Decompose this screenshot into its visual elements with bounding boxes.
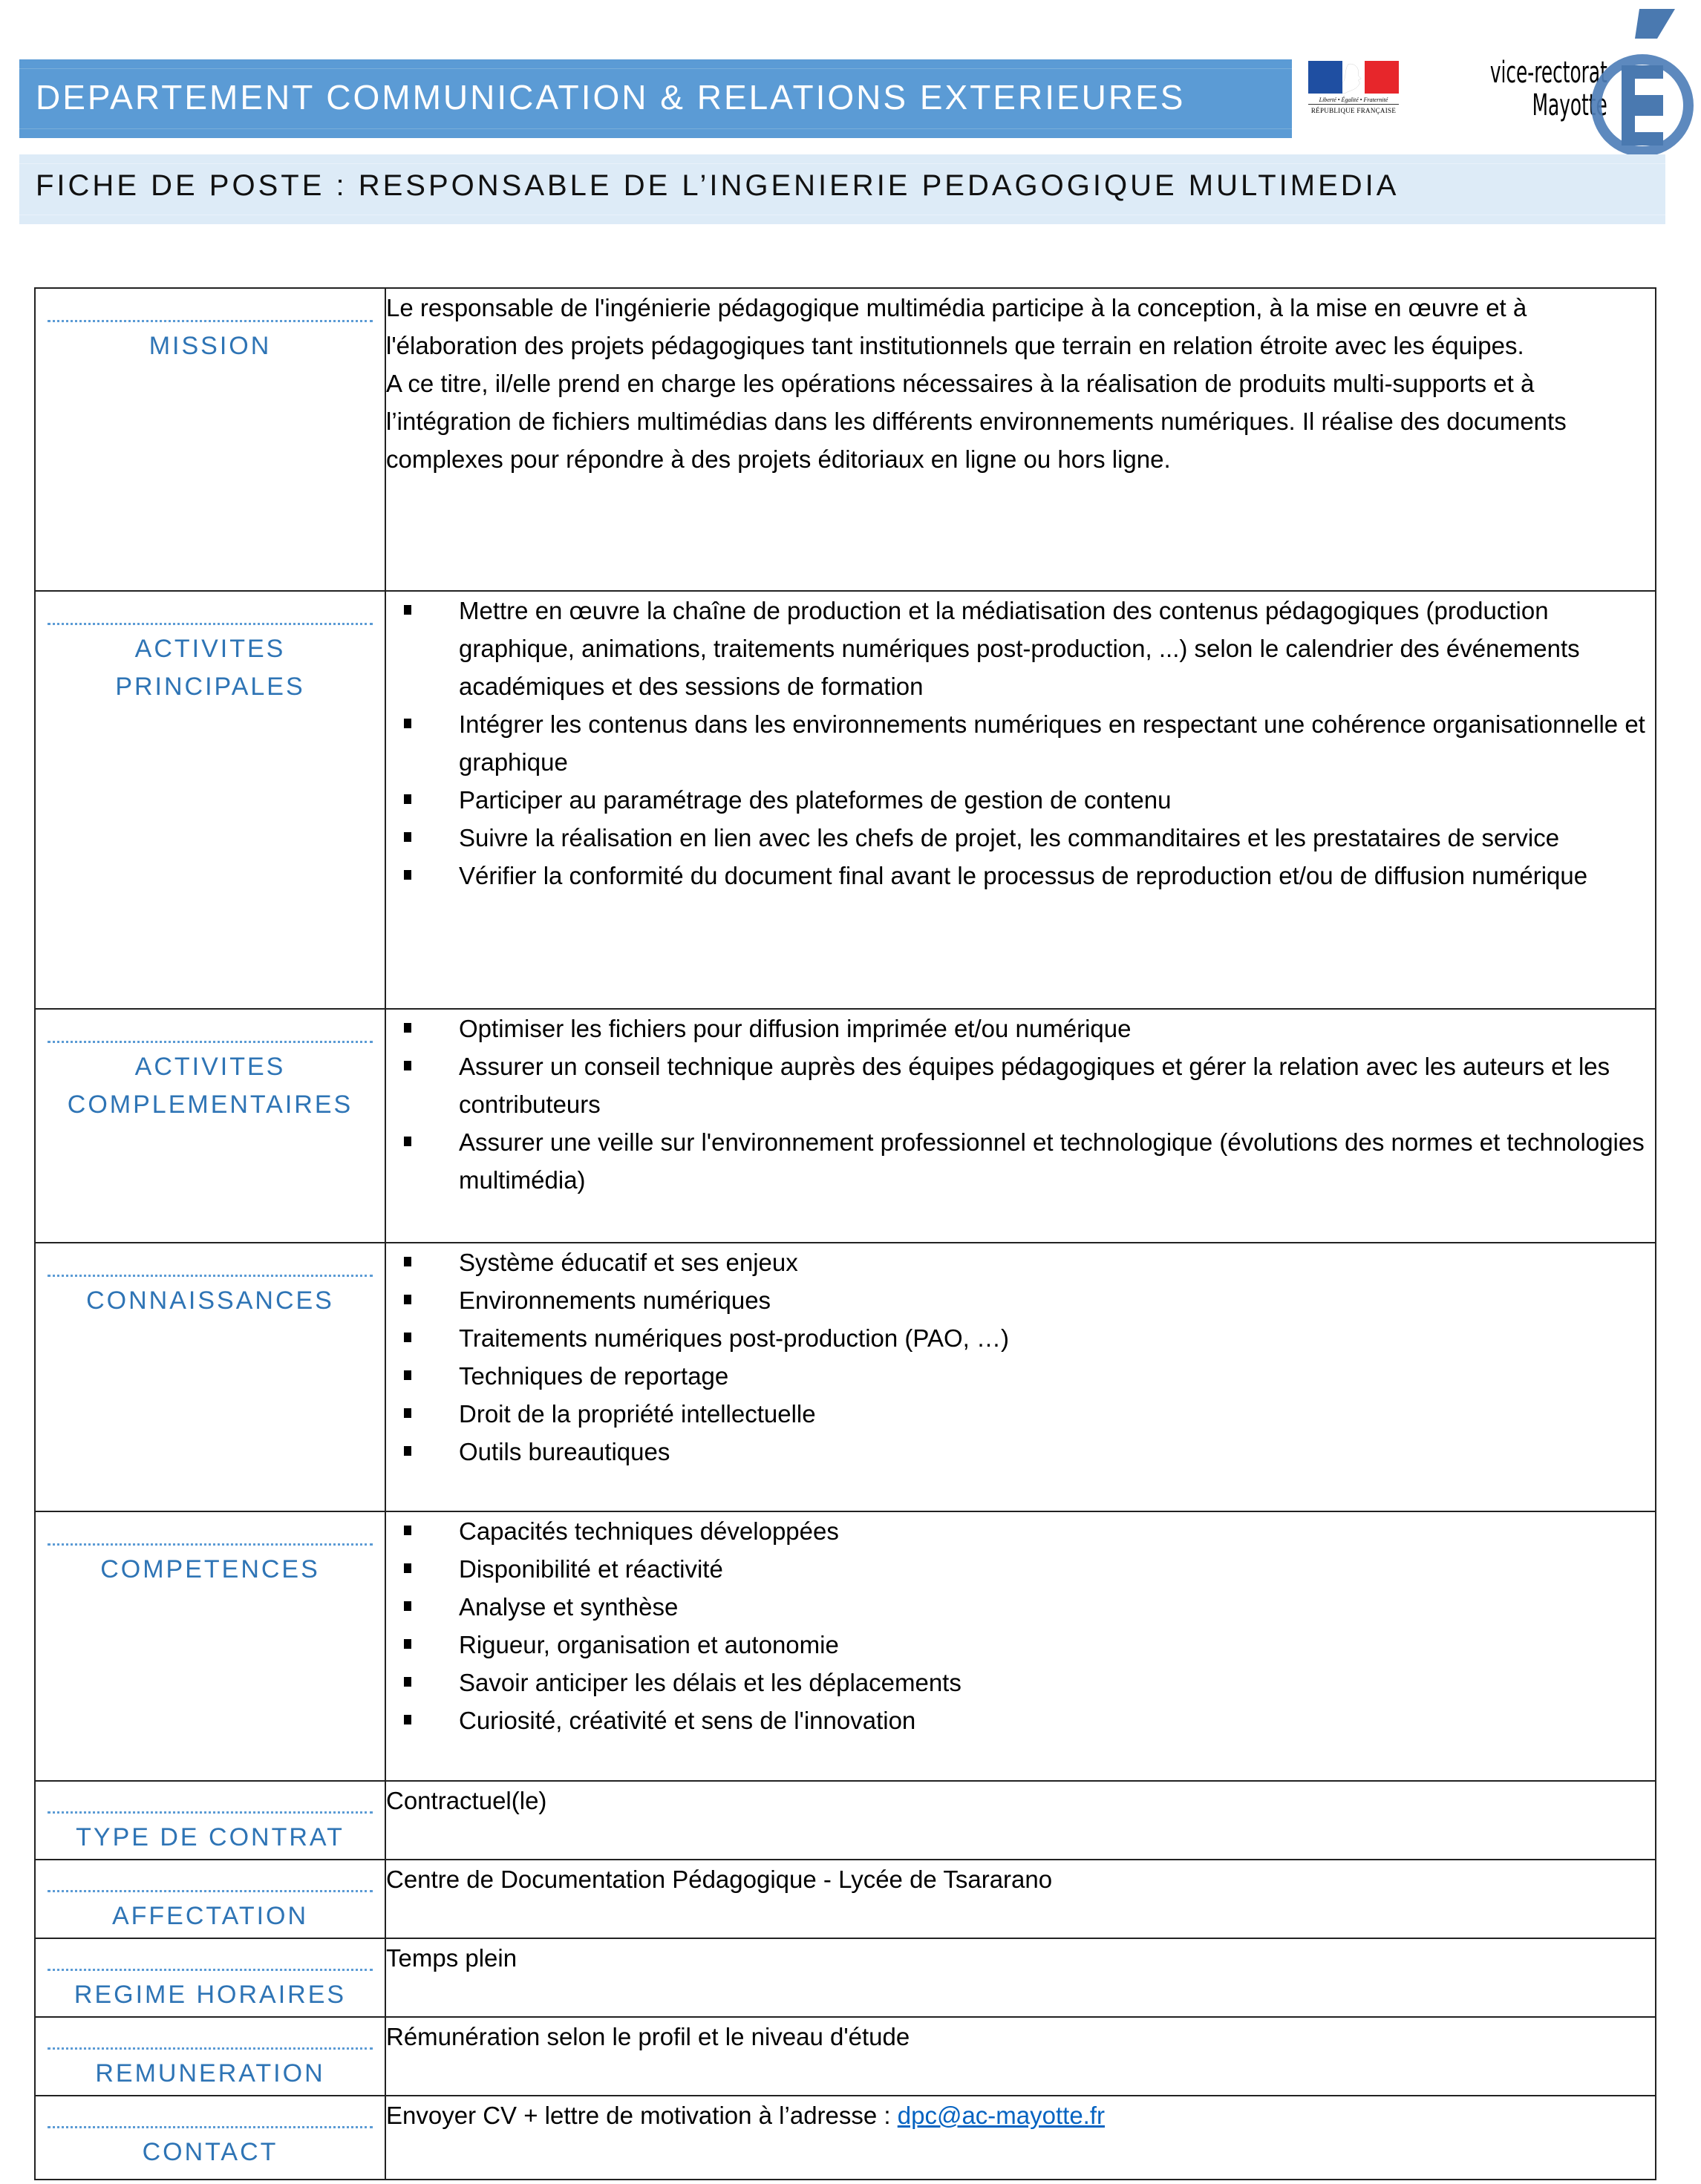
content-cell-mission	[385, 288, 1656, 591]
content-cell-regime: Temps plein	[385, 1938, 1656, 2017]
label-remuneration: REMUNERATION	[95, 2059, 325, 2087]
row-activites-complementaires	[35, 1009, 1656, 1243]
job-title-banner	[19, 154, 1665, 224]
row-type-contrat	[35, 1781, 1656, 1860]
list-item: Vérifier la conformité du document final avant le processus de reproduction et/ou de diffusion numérique	[459, 857, 1655, 895]
list-item: Curiosité, créativité et sens de l'innovation	[459, 1701, 1655, 1739]
dotted-rule	[48, 320, 373, 322]
row-regime-horaires	[35, 1938, 1656, 2017]
row-affectation	[35, 1860, 1656, 1938]
label-cell-connaissances	[35, 1243, 385, 1511]
list-item: Capacités techniques développées	[459, 1512, 1655, 1550]
republique-name: RÉPUBLIQUE FRANÇAISE	[1310, 107, 1397, 114]
label-cell-regime	[35, 1938, 385, 2017]
label-activites-line2: PRINCIPALES	[115, 673, 305, 701]
label-cell-activites-complementaires	[35, 1009, 385, 1243]
list-item: Savoir anticiper les délais et les déplacements	[459, 1664, 1655, 1701]
competences-list	[386, 1512, 1655, 1739]
row-connaissances	[35, 1243, 1656, 1511]
label-cell-contact	[35, 2096, 385, 2180]
label-connaissances: CONNAISSANCES	[86, 1286, 334, 1315]
label-cell-type-contrat	[35, 1781, 385, 1860]
row-contact	[35, 2096, 1656, 2180]
list-item: Optimiser les fichiers pour diffusion imprimée et/ou numérique	[459, 1010, 1655, 1047]
label-affectation: AFFECTATION	[111, 1902, 309, 1930]
dotted-rule	[48, 1811, 373, 1814]
list-item: Assurer un conseil technique auprès des équipes pédagogiques et gérer la relation avec les auteurs et les contributeurs	[459, 1047, 1655, 1123]
list-item: Système éducatif et ses enjeux	[459, 1243, 1655, 1281]
list-item: Suivre la réalisation en lien avec les chefs de projet, les commanditaires et les prestataires de service	[459, 819, 1655, 857]
marianne-profile-icon	[1342, 61, 1364, 94]
list-item: Techniques de reportage	[459, 1357, 1655, 1395]
vice-rectorat-line2: Mayotte	[1532, 88, 1607, 122]
label-competences: COMPETENCES	[100, 1555, 320, 1583]
list-item: Analyse et synthèse	[459, 1588, 1655, 1626]
dotted-rule	[48, 1969, 373, 1971]
dotted-rule	[48, 1890, 373, 1892]
republique-francaise-logo	[1308, 61, 1399, 120]
department-title: DEPARTEMENT COMMUNICATION & RELATIONS EXTERIEURES	[36, 78, 1186, 117]
content-cell-contact	[385, 2096, 1656, 2180]
label-cell-remuneration	[35, 2017, 385, 2096]
dotted-rule	[48, 1275, 373, 1277]
marianne-flag-icon	[1308, 61, 1399, 94]
list-item: Traitements numériques post-production (PAO, …)	[459, 1319, 1655, 1357]
job-description-table	[34, 287, 1656, 2180]
contact-email-link[interactable]: dpc@ac-mayotte.fr	[897, 2102, 1106, 2129]
label-cell-activites-principales	[35, 591, 385, 1009]
list-item: Outils bureautiques	[459, 1433, 1655, 1471]
content-cell-connaissances	[385, 1243, 1656, 1511]
education-nationale-e-icon	[1586, 0, 1697, 160]
list-item: Mettre en œuvre la chaîne de production et la médiatisation des contenus pédagogiques (production graphique, animations, traitements numériques post-production, ...) selon le calendrier des événements académiques et des sessions de formation	[459, 592, 1655, 705]
content-cell-type-contrat: Contractuel(le)	[385, 1781, 1656, 1860]
dotted-rule	[48, 1041, 373, 1043]
activites-complementaires-list	[386, 1010, 1655, 1199]
row-remuneration	[35, 2017, 1656, 2096]
label-cell-affectation	[35, 1860, 385, 1938]
content-cell-remuneration: Rémunération selon le profil et le niveau d'étude	[385, 2017, 1656, 2096]
contact-instructions: Envoyer CV + lettre de motivation à l’adresse :	[386, 2102, 898, 2129]
activites-principales-list	[386, 592, 1655, 895]
label-activites-comp-line2: COMPLEMENTAIRES	[67, 1091, 353, 1119]
row-mission	[35, 288, 1656, 591]
mission-paragraph-1: Le responsable de l'ingénierie pédagogique multimédia participe à la conception, à la mise en œuvre et à l'élaboration des projets pédagogiques tant institutionnels que terrain en relation étroite avec les équipes.	[386, 294, 1527, 359]
label-activites-comp-line1: ACTIVITES	[134, 1053, 286, 1081]
list-item: Disponibilité et réactivité	[459, 1550, 1655, 1588]
row-activites-principales	[35, 591, 1656, 1009]
mission-paragraph-2: A ce titre, il/elle prend en charge les opérations nécessaires à la réalisation de produits multi-supports et à l’intégration de fichiers multimédias dans les différents environnements numériques. Il réalise des documents complexes pour répondre à des projets éditoriaux en ligne ou hors ligne.	[386, 370, 1567, 473]
content-cell-competences	[385, 1511, 1656, 1781]
content-cell-activites-complementaires	[385, 1009, 1656, 1243]
label-mission: MISSION	[148, 332, 272, 360]
content-cell-activites-principales	[385, 591, 1656, 1009]
list-item: Droit de la propriété intellectuelle	[459, 1395, 1655, 1433]
row-competences	[35, 1511, 1656, 1781]
label-regime: REGIME HORAIRES	[74, 1981, 347, 2009]
dotted-rule	[48, 623, 373, 625]
republique-motto: Liberté • Égalité • Fraternité	[1308, 97, 1399, 105]
dotted-rule	[48, 2047, 373, 2050]
label-type-contrat: TYPE DE CONTRAT	[76, 1823, 345, 1851]
label-contact: CONTACT	[142, 2138, 278, 2166]
dotted-rule	[48, 2126, 373, 2128]
vice-rectorat-line1: vice-rectorat	[1490, 56, 1607, 90]
label-cell-mission	[35, 288, 385, 591]
job-title: FICHE DE POSTE : RESPONSABLE DE L’INGENIERIE PEDAGOGIQUE MULTIMEDIA	[36, 169, 1400, 202]
content-cell-affectation: Centre de Documentation Pédagogique - Lycée de Tsararano	[385, 1860, 1656, 1938]
list-item: Assurer une veille sur l'environnement professionnel et technologique (évolutions des normes et technologies multimédia)	[459, 1123, 1655, 1199]
department-banner	[19, 59, 1292, 138]
list-item: Rigueur, organisation et autonomie	[459, 1626, 1655, 1664]
label-cell-competences	[35, 1511, 385, 1781]
list-item: Participer au paramétrage des plateformes de gestion de contenu	[459, 781, 1655, 819]
label-activites-line1: ACTIVITES	[134, 635, 286, 663]
dotted-rule	[48, 1543, 373, 1546]
connaissances-list	[386, 1243, 1655, 1471]
list-item: Environnements numériques	[459, 1281, 1655, 1319]
list-item: Intégrer les contenus dans les environnements numériques en respectant une cohérence organisationnelle et graphique	[459, 705, 1655, 781]
